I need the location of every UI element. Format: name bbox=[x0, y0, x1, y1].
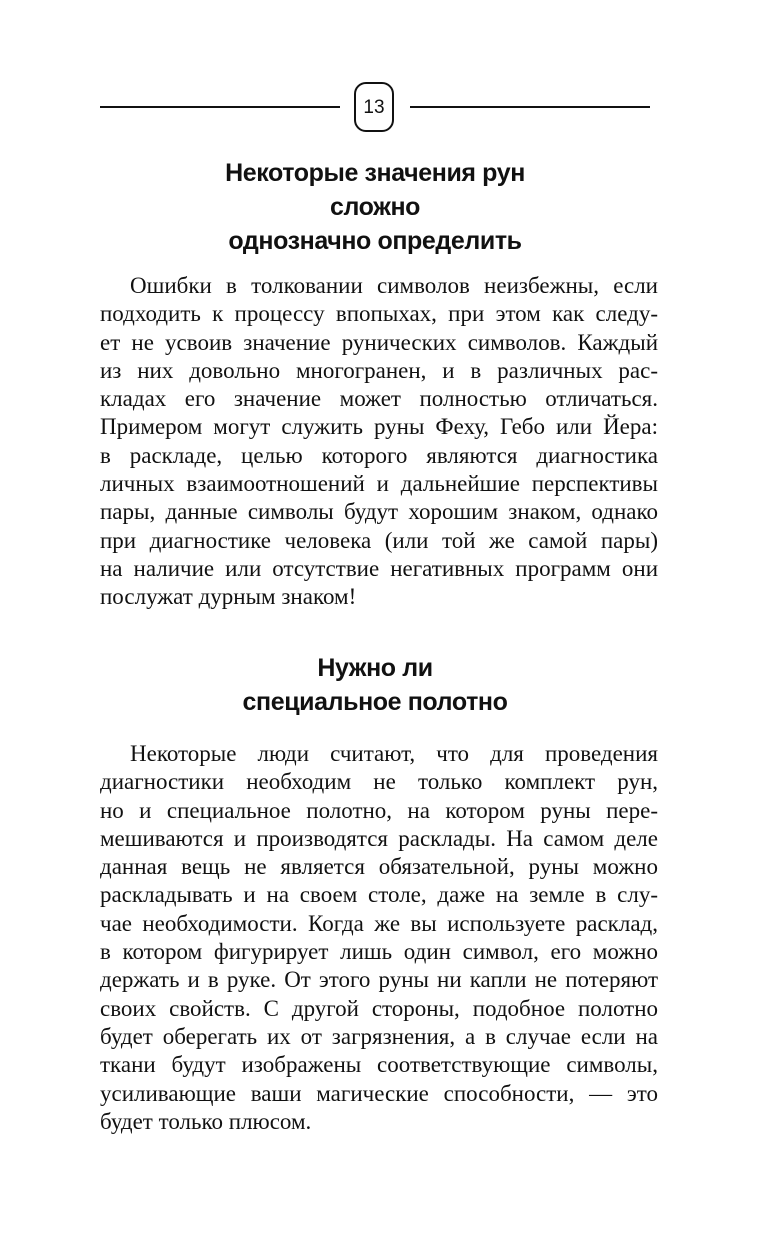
section-heading-rune-meanings bbox=[100, 156, 650, 258]
paragraph-rune-meanings bbox=[100, 272, 658, 612]
text-line: но и специальное полотно, на котором руны пере- bbox=[100, 797, 658, 823]
text-line: ткани будут изображены соответствующие символы, bbox=[100, 1052, 658, 1078]
text-line: ет не усвоив значение рунических символов. Каждый bbox=[100, 329, 658, 355]
text-line: Ошибки в толковании символов неизбежны, если bbox=[130, 273, 658, 298]
paragraph-special-cloth bbox=[100, 740, 658, 1136]
text-line: чае необходимости. Когда же вы используете расклад, bbox=[100, 910, 658, 936]
text-line: в раскладе, целью которого являются диагностика bbox=[100, 442, 658, 468]
text-line: подходить к процессу впопыхах, при этом как следу- bbox=[100, 301, 658, 327]
heading-line: Нужно ли bbox=[317, 654, 433, 682]
text-line: своих свойств. С другой стороны, подобное полотно bbox=[100, 995, 658, 1021]
text-line: мешиваются и производятся расклады. На самом деле bbox=[100, 825, 658, 851]
text-line: Примером могут служить руны Феху, Гебо или Йера: bbox=[100, 414, 658, 440]
text-line: диагностики необходим не только комплект рун, bbox=[100, 769, 658, 795]
heading-line: однозначно определить bbox=[228, 227, 522, 255]
page-header bbox=[100, 80, 650, 134]
text-line: личных взаимоотношений и дальнейшие перспективы bbox=[100, 471, 658, 497]
heading-line: специальное полотно bbox=[242, 688, 508, 716]
text-line: кладах его значение может полностью отличаться. bbox=[100, 386, 658, 412]
text-line: послужат дурным знаком! bbox=[100, 584, 357, 610]
header-rule-right bbox=[410, 106, 650, 108]
text-line: при диагностике человека (или той же самой пары) bbox=[100, 527, 658, 553]
text-line: пары, данные символы будут хорошим знаком, однако bbox=[100, 499, 658, 525]
heading-line: Некоторые значения рун bbox=[225, 159, 525, 187]
text-line: Некоторые люди считают, что для проведения bbox=[130, 741, 658, 766]
text-line: раскладывать и на своем столе, даже на земле в слу- bbox=[100, 882, 658, 908]
page-number: 13 bbox=[354, 82, 394, 132]
text-line: будет оберегать их от загрязнения, а в случае если на bbox=[100, 1023, 658, 1049]
text-line: данная вещь не является обязательной, руны можно bbox=[100, 854, 658, 880]
text-line: из них довольно многогранен, и в различных рас- bbox=[100, 357, 658, 383]
header-rule-left bbox=[100, 106, 340, 108]
text-line: в котором фигурирует лишь один символ, его можно bbox=[100, 939, 658, 965]
heading-line: сложно bbox=[329, 193, 421, 221]
section-heading-special-cloth bbox=[100, 651, 650, 719]
text-line: держать и в руке. От этого руны ни капли не потеряют bbox=[100, 967, 658, 993]
text-line: на наличие или отсутствие негативных программ они bbox=[100, 555, 658, 581]
text-line: будет только плюсом. bbox=[100, 1108, 312, 1134]
text-line: усиливающие ваши магические способности, — это bbox=[100, 1080, 658, 1106]
